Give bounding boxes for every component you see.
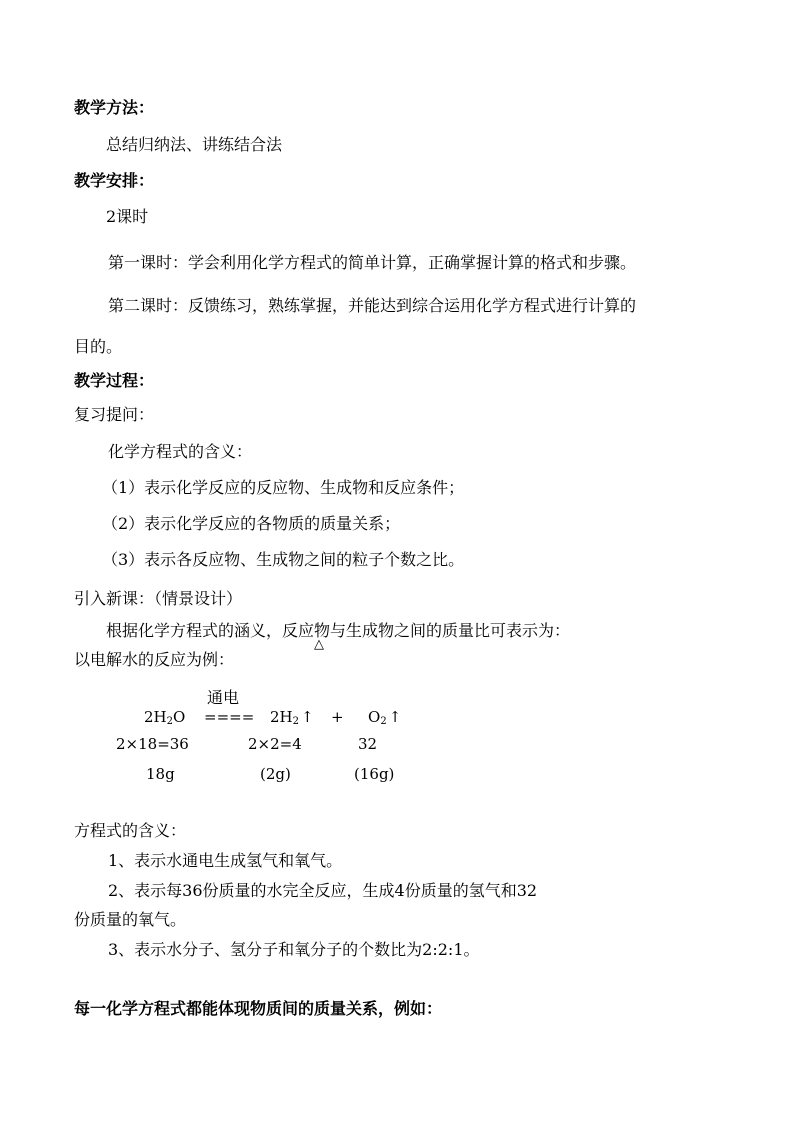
intro-text: 根据化学方程式的涵义，反应物与生成物之间的质量比可表示为： [106,621,571,640]
gram-reactant: 18g [146,765,175,783]
equation-condition: 通电 [207,688,240,707]
meaning-point-2-a: 2、表示每36份质量的水完全反应，生成4份质量的氢气和32 [108,881,538,900]
product1-symbol: 2H [270,708,293,726]
gram-product-2: (16g) [354,765,395,783]
product1-sub: 2 [292,716,299,727]
product2-sub: 2 [380,716,387,727]
equation-sign: ==== [204,708,255,726]
reactant-tail: O [173,708,186,726]
arrangement-hours: 2课时 [106,207,149,226]
intro-title: 引入新课：（情景设计） [74,589,243,608]
product2-symbol: O [368,708,381,726]
mass-reactant: 2×18=36 [116,735,189,753]
intro-example: 以电解水的反应为例： [74,650,235,669]
meaning-title: 方程式的含义： [74,821,187,840]
mass-product-2: 32 [358,735,378,753]
arrangement-lesson2-a: 第二课时：反馈练习，熟练掌握，并能达到综合运用化学方程式进行计算的 [108,296,637,315]
review-item-3: （3）表示各反应物、生成物之间的粒子个数之比。 [102,550,465,569]
heading-process: 教学过程： [74,371,155,390]
gas-arrow-icon: ↑ [301,708,314,726]
meaning-point-3: 3、表示水分子、氢分子和氧分子的个数比为2:2:1。 [108,940,480,959]
mass-product-1: 2×2=4 [248,735,302,753]
method-text: 总结归纳法、讲练结合法 [106,135,283,154]
equation-product-1 [270,710,314,727]
review-item-1: （1）表示化学反应的反应物、生成物和反应条件； [102,478,465,497]
equation-plus: + [331,708,344,726]
reactant-coef: 2H [144,708,167,726]
review-meaning-title: 化学方程式的含义： [108,442,253,461]
heading-method: 教学方法： [74,98,155,117]
arrangement-lesson1: 第一课时：学会利用化学方程式的简单计算，正确掌握计算的格式和步骤。 [108,253,637,272]
heading-arrangement: 教学安排： [74,171,155,190]
meaning-point-1: 1、表示水通电生成氢气和氧气。 [108,851,343,870]
equation-product-2 [368,710,401,727]
reactant-sub: 2 [166,716,173,727]
closing-statement: 每一化学方程式都能体现物质间的质量关系，例如： [74,999,443,1018]
equation-reactant [144,710,185,727]
gas-arrow-icon: ↑ [388,708,402,726]
review-title: 复习提问： [74,405,155,424]
arrangement-lesson2-b: 目的。 [74,337,123,356]
meaning-point-2-b: 份质量的氧气。 [74,910,187,929]
gram-product-1: (2g) [260,765,291,783]
review-item-2: （2）表示化学反应的各物质的质量关系； [102,514,401,533]
triangle-symbol: △ [314,637,324,652]
